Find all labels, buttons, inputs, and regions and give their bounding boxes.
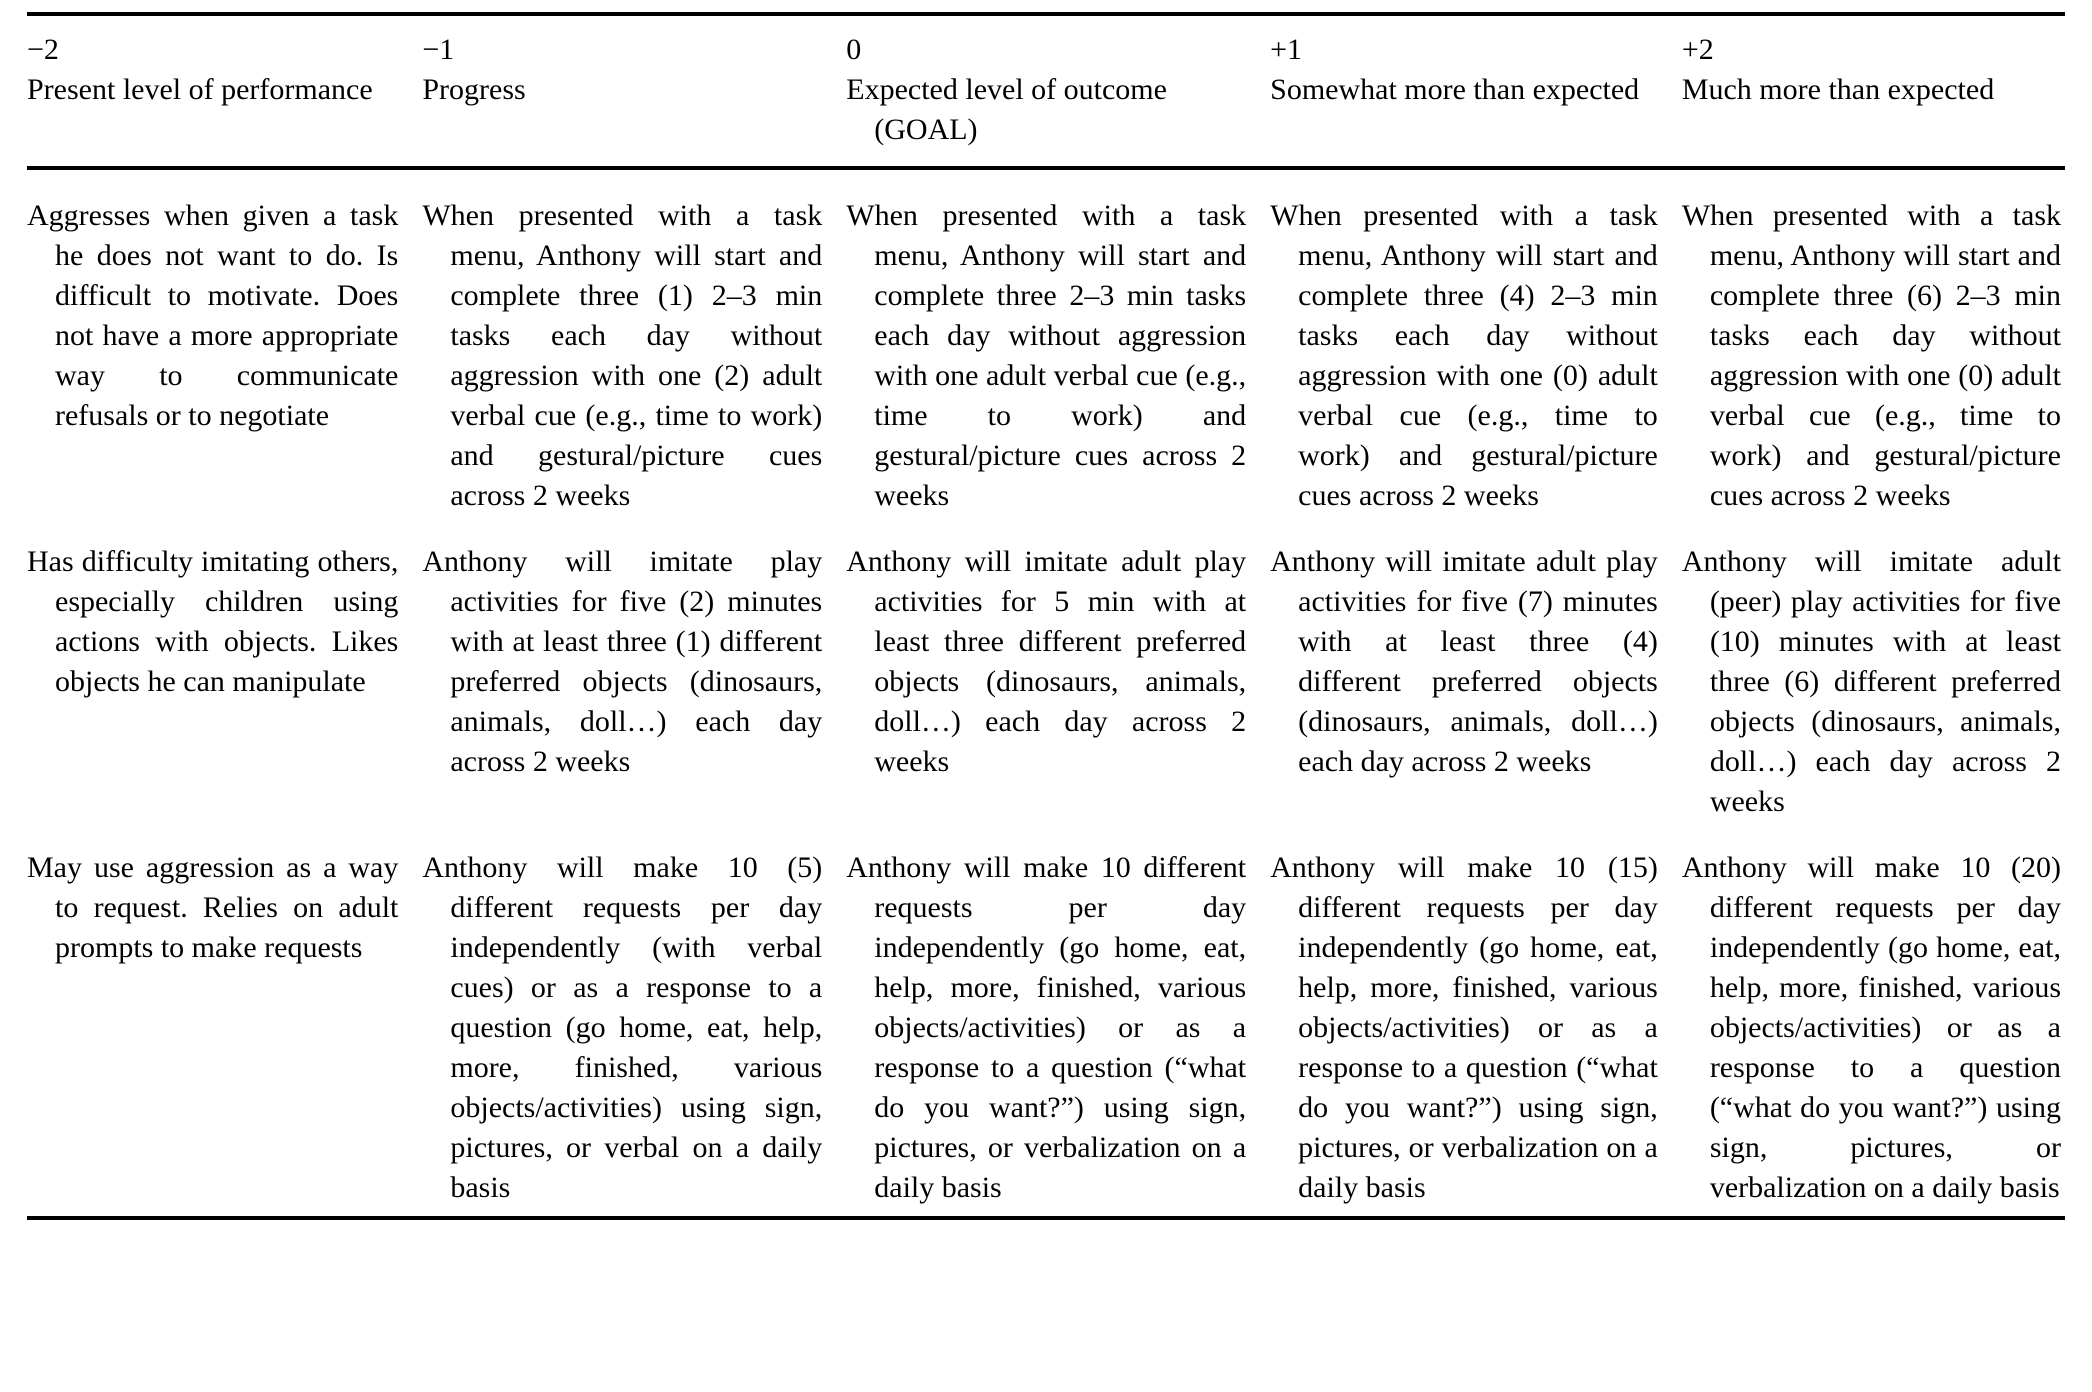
cell-somewhat-more	[1270, 516, 1682, 822]
cell-somewhat-more	[1270, 168, 1682, 516]
cell-much-more	[1682, 822, 2065, 1218]
table-body	[27, 168, 2065, 1218]
header-score: +1	[1270, 33, 1303, 66]
cell-text: When presented with a task menu, Anthony will start and complete three (4) 2–3 min tasks each day without aggression with one (0) adult verbal cue (e.g., time to work) and gestural/picture cues across 2 weeks	[1270, 199, 1658, 512]
column-header-plus-1	[1270, 14, 1682, 168]
header-score: −1	[422, 33, 455, 66]
cell-text: Anthony will imitate adult play activities for five (7) minutes with at least three (4) different preferred objects (dinosaurs, animals, doll…) each day across 2 weeks	[1270, 545, 1658, 778]
column-header-minus-2	[27, 14, 422, 168]
cell-text: When presented with a task menu, Anthony will start and complete three (1) 2–3 min tasks each day without aggression with one (2) adult verbal cue (e.g., time to work) and gestural/picture cues across 2 weeks	[422, 199, 823, 512]
table-row-imitation	[27, 516, 2065, 822]
header-label: Expected level of outcome (GOAL)	[846, 73, 1167, 146]
cell-much-more	[1682, 168, 2065, 516]
goal-attainment-scale-table	[27, 12, 2065, 1220]
header-label: Present level of performance	[27, 73, 373, 106]
cell-progress	[422, 168, 846, 516]
header-label: Progress	[422, 73, 526, 106]
cell-progress	[422, 822, 846, 1218]
cell-present-level	[27, 822, 422, 1218]
header-label: Much more than expected	[1681, 73, 1995, 106]
cell-text: Anthony will make 10 (20) different requests per day independently (go home, eat, help, more, finished, various objects/activities) or as a response to a question (“what do you want?”) using sign, pictures, or verbalization on a daily basis	[1681, 851, 2061, 1204]
cell-text: Anthony will imitate adult (peer) play activities for five (10) minutes with at least three (6) different preferred objects (dinosaurs, animals, doll…) each day across 2 weeks	[1681, 545, 2061, 818]
cell-text: Anthony will make 10 (15) different requests per day independently (go home, eat, help, more, finished, various objects/activities) or as a response to a question (“what do you want?”) using sign, pictures, or verbalization on a daily basis	[1270, 851, 1658, 1204]
header-score: −2	[27, 33, 59, 66]
table-row-task-completion	[27, 168, 2065, 516]
cell-somewhat-more	[1270, 822, 1682, 1218]
cell-present-level	[27, 168, 422, 516]
column-header-plus-2	[1682, 14, 2065, 168]
cell-text: Anthony will make 10 (5) different requests per day independently (with verbal cues) or as a response to a question (go home, eat, help, more, finished, various objects/activities) using sign, pictures, or verbal on a daily basis	[422, 851, 823, 1204]
cell-text: When presented with a task menu, Anthony will start and complete three (6) 2–3 min tasks each day without aggression with one (0) adult verbal cue (e.g., time to work) and gestural/picture cues across 2 weeks	[1681, 199, 2061, 512]
cell-text: When presented with a task menu, Anthony will start and complete three 2–3 min tasks each day without aggression with one adult verbal cue (e.g., time to work) and gestural/picture cues across 2 weeks	[846, 199, 1247, 512]
table-header	[27, 14, 2065, 168]
cell-text: Anthony will imitate play activities for five (2) minutes with at least three (1) different preferred objects (dinosaurs, animals, doll…) each day across 2 weeks	[422, 545, 823, 778]
cell-text: Anthony will make 10 different requests per day independently (go home, eat, help, more, finished, various objects/activities) or as a response to a question (“what do you want?”) using sign, pictures, or verbalization on a daily basis	[846, 851, 1247, 1204]
header-score: +2	[1681, 33, 1714, 66]
cell-text: May use aggression as a way to request. Relies on adult prompts to make requests	[27, 851, 399, 964]
cell-expected-outcome	[846, 516, 1270, 822]
header-score: 0	[846, 33, 862, 66]
cell-expected-outcome	[846, 822, 1270, 1218]
cell-text: Aggresses when given a task he does not want to do. Is difficult to motivate. Does not have a more appropriate way to communicate refusals or to negotiate	[27, 199, 399, 432]
column-header-zero	[846, 14, 1270, 168]
cell-expected-outcome	[846, 168, 1270, 516]
cell-text: Anthony will imitate adult play activities for 5 min with at least three different preferred objects (dinosaurs, animals, doll…) each day across 2 weeks	[846, 545, 1247, 778]
header-label: Somewhat more than expected	[1270, 73, 1640, 106]
column-header-minus-1	[422, 14, 846, 168]
table-row-requests	[27, 822, 2065, 1218]
cell-present-level	[27, 516, 422, 822]
cell-much-more	[1682, 516, 2065, 822]
header-row	[27, 14, 2065, 168]
cell-text: Has difficulty imitating others, especially children using actions with objects. Likes objects he can manipulate	[27, 545, 399, 698]
cell-progress	[422, 516, 846, 822]
